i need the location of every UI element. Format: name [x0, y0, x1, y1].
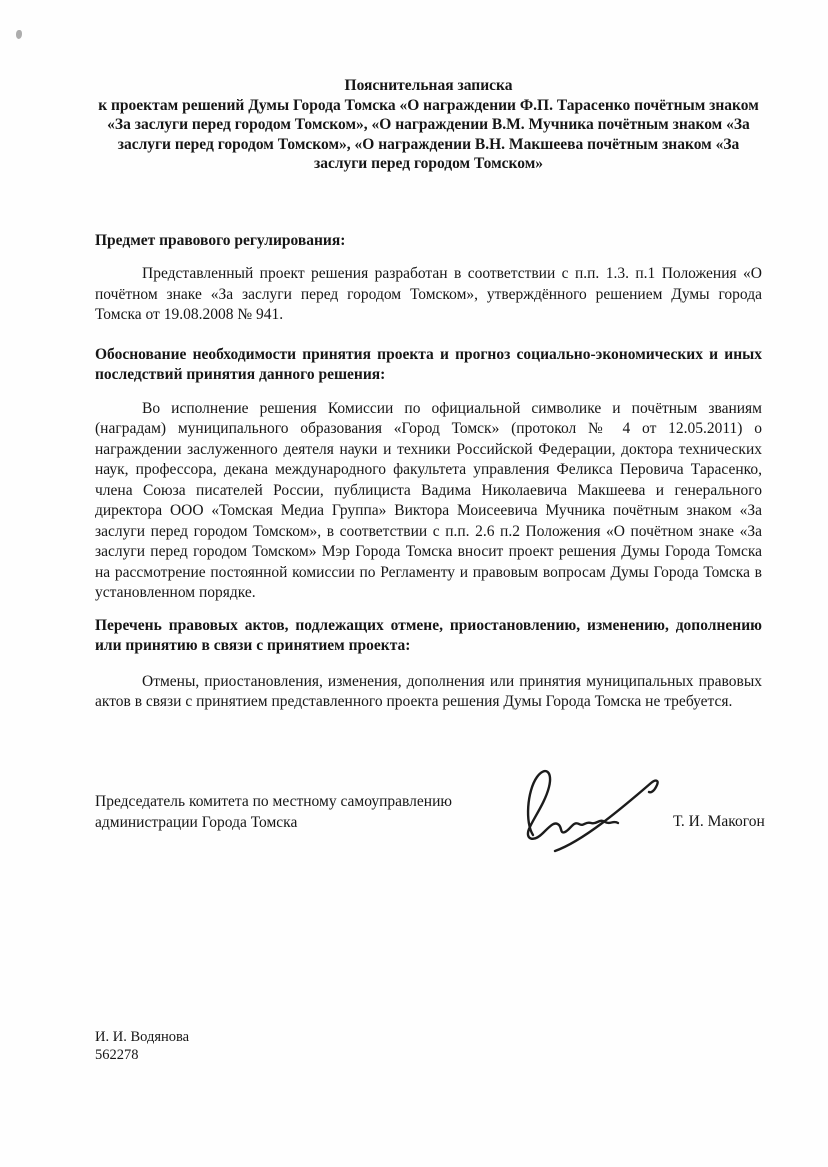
- section-heading-justification: Обоснование необходимости принятия проекта и прогноз социально-экономических и иных последствий принятия данного решения:: [95, 345, 762, 384]
- title-subject: к проектам решений Думы Города Томска «О награждении Ф.П. Тарасенко почётным знаком «За заслуги перед городом Томском», «О награждении В.М. Мучника почётным знаком «За заслуги перед городом Томском», «О награждении В.Н. Макшеева почётным знаком «За заслуги перед городом Томском»: [98, 96, 759, 173]
- section-heading-acts-list: Перечень правовых актов, подлежащих отмене, приостановлению, изменению, дополнению или принятию в связи с принятием проекта:: [95, 616, 762, 655]
- section-paragraph-subject: Представленный проект решения разработан в соответствии с п.п. 1.3. п.1 Положения «О почётном знаке «За заслуги перед городом Томском», утверждённого решением Думы города Томска от 19.08.2008 № 941.: [95, 265, 762, 324]
- section-paragraph-acts-list: Отмены, приостановления, изменения, дополнения или принятия муниципальных правовых актов в связи с принятием представленного проекта решения Думы Города Томска не требуется.: [95, 672, 762, 711]
- section-heading-subject-of-regulation: Предмет правового регулирования:: [95, 231, 346, 249]
- executor-name: И. И. Водянова: [95, 1029, 190, 1045]
- signatory-position: [95, 791, 452, 833]
- executor-block: [95, 1028, 189, 1064]
- signatory-position-line-2: администрации Города Томска: [95, 813, 298, 831]
- scan-artifact-speck: [16, 30, 22, 39]
- title-heading: Пояснительная записка: [344, 77, 513, 94]
- section-paragraph-justification: Во исполнение решения Комиссии по официальной символике и почётным званиям (наградам) муниципального образования «Город Томск» (протокол № 4 от 12.05.2011) о награждении заслуженного деятеля науки и техники Российской Федерации, доктора технических наук, профессора, декана международного факультета управления Феликса Перовича Тарасенко, члена Союза писателей России, публициста Вадима Николаевича Макшеева и генерального директора ООО «Томская Медиа Группа» Виктора Моисеевича Мучника почётным знаком «За заслуги перед городом Томском», в соответствии с п.п. 2.6 п.2 Положения «О почётном знаке «За заслуги перед городом Томском» Мэр Города Томска вносит проект решения Думы Города Томска на рассмотрение постоянной комиссии по Регламенту и правовым вопросам Думы Города Томска в установленном порядке.: [95, 399, 762, 602]
- handwritten-signature-icon: [503, 763, 673, 858]
- signatory-name: Т. И. Макогон: [673, 812, 765, 830]
- signatory-position-line-1: Председатель комитета по местному самоуправлению: [95, 792, 452, 810]
- signature-block: [95, 791, 765, 891]
- document-content: [95, 0, 765, 891]
- executor-phone: 562278: [95, 1047, 139, 1063]
- document-title: [95, 76, 762, 174]
